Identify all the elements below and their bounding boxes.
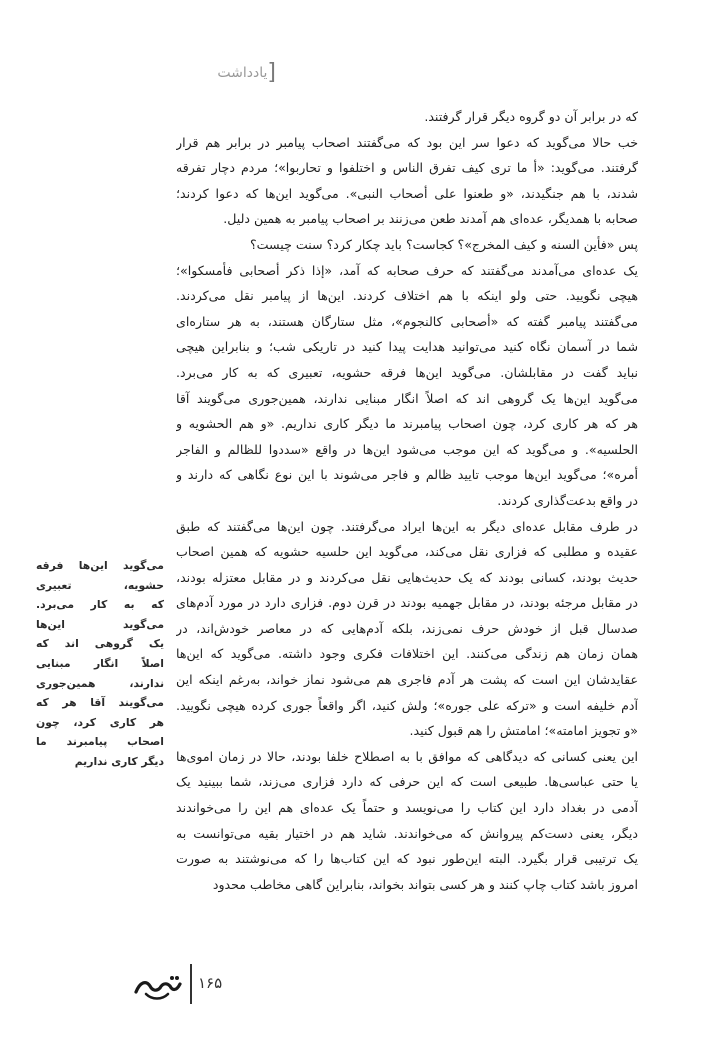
body-line: صحابه با همدیگر، عده‌ای هم آمدند طعن می‌زنند بر اصحاب پیامبر به همین دلیل. <box>223 211 638 227</box>
body-line: گرفتند. می‌گوید: «أ ما تری کیف تفرق الناس و اختلفوا و تحاربوا»؛ مردم دچار تفرقه <box>176 160 638 176</box>
footer-divider <box>190 964 192 1004</box>
pull-quote-line: می‌گوید این‌ها <box>36 617 164 631</box>
body-line: می‌گوید این‌ها یک گروهی اند که اصلاً انگار مبنایی ندارند، همین‌جوری می‌گویند آقا <box>176 390 638 406</box>
page-number: ۱۶۵ <box>198 974 223 992</box>
pull-quote-line: می‌گویند آقا هر که <box>36 696 164 710</box>
pull-quote <box>36 556 164 772</box>
pull-quote-line: یک گروهی اند که <box>36 637 164 651</box>
pull-quote-line: ندارند، همین‌جوری <box>36 676 164 690</box>
body-line: آدمی در بغداد دارد این کتاب را می‌نویسد و حتماً یک عده‌ای هم این را می‌خواندند <box>176 800 638 816</box>
body-line: أمره»؛ می‌گوید این‌ها موجب تایید ظالم و فاجر می‌شوند با این نوع نگاهی که دارند و <box>176 467 638 483</box>
body-line: خب حالا می‌گوید که دعوا سر این بود که می‌گفتند اصحاب پیامبر در برابر هم قرار <box>176 134 638 150</box>
body-line: امروز باشد کتاب چاپ کنند و هر کسی بتواند بخواند، بنابراین گاهی مخاطب محدود <box>212 876 638 892</box>
body-line: در واقع بدعت‌گذاری کردند. <box>497 492 638 508</box>
pull-quote-line: حشویه، تعبیری <box>36 578 164 592</box>
body-line: می‌گفتند پیامبر گفته که «أصحابی کالنجوم»، مثل ستارگان هستند، به هر ستاره‌ای <box>176 313 638 329</box>
body-line: الحلسیه». و می‌گوید که این موجب می‌شود این‌ها در واقع «سددوا للظالم و الفاجر <box>176 441 638 457</box>
body-line: عقیده و مطلبی که فزاری نقل می‌کند، می‌گوید این حلسیه حشویه که همین اصحاب <box>176 544 638 560</box>
hozour-logo-icon <box>132 970 184 1004</box>
body-line: نباید گفت در مقابلشان. می‌گوید این‌ها فرقه حشویه، تعبیری که به کار می‌برد. <box>176 364 638 380</box>
body-line: عقایدشان این است که پشت هر آدم فاجری هم می‌شود نماز خواند، به‌رغم اینکه این <box>176 672 638 688</box>
body-line: دیگر، یعنی دست‌کم پیروانش که می‌خواندند. شاید هم در اختیار بقیه می‌توانست به <box>176 825 638 841</box>
body-line: همان زمان هم زندگی می‌کنند. این اختلافات فکری وجود داشته. می‌گوید که این‌ها <box>176 646 638 662</box>
section-title: یادداشت <box>217 65 268 81</box>
body-line: که در برابر آن دو گروه دیگر قرار گرفتند. <box>424 109 638 124</box>
pull-quote-line: هر کاری کرد، چون <box>36 715 164 729</box>
body-line: در مقابل مرجئه بودند، در مقابل جهمیه بودند در قرن دوم. فزاری دارد در مورد آدم‌های <box>176 595 638 611</box>
body-line: حدیث بودند، کسانی بودند که یک حدیث‌هایی نقل می‌کردند و در مقابل معتزله بودند، <box>176 569 638 585</box>
body-line: یک عده‌ای می‌آمدند می‌گفتند که حرف صحابه که آمد، «إذا ذکر أصحابی فأمسکوا»؛ <box>176 262 638 278</box>
pull-quote-line: اصحاب پیامبرند ما <box>36 735 164 749</box>
body-line: شما در آسمان نگاه کنید می‌توانید هدایت پیدا کنید در تاریکی شب؛ و بنابراین هیچی <box>176 339 638 355</box>
pull-quote-line: که به کار می‌برد. <box>36 598 164 612</box>
section-header <box>178 62 276 84</box>
pull-quote-line: می‌گوید این‌ها فرقه <box>36 559 164 572</box>
pull-quote-line: دیگر کاری نداریم <box>74 754 164 768</box>
body-line: یک ترتیبی قرار بگیرد. البته این‌طور نبود که این کتاب‌ها را که می‌نوشتند به صورت <box>176 851 638 867</box>
body-line: در طرف مقابل عده‌ای دیگر به این‌ها ایراد می‌گرفتند. چون این‌ها می‌گفتند که طبق <box>176 518 638 534</box>
body-line: این یعنی کسانی که دیدگاهی که موافق با به اصطلاح خلفا بودند، حالا در زمان اموی‌ها <box>176 748 638 764</box>
body-line: شدند، با هم جنگیدند، «و طعنوا علی أصحاب النبی». می‌گوید این‌ها که دعوا کردند؛ <box>176 185 638 201</box>
body-line: هیچی نگویید. حتی ولو اینکه با هم اختلاف کردند. این‌ها از پیامبر نقل می‌کردند. <box>176 288 638 304</box>
article-body <box>176 104 638 897</box>
body-line: هر که هر کاری کرد، چون اصحاب پیامبرند ما دیگر کاری نداریم. «و هم الحشویه و <box>176 416 638 432</box>
pull-quote-line: اصلاً انگار مبنایی <box>36 656 164 670</box>
body-line: صدسال قبل از خودش حرف نمی‌زند، بلکه آدم‌هایی که در معاصر خودش‌اند، در <box>176 620 638 636</box>
body-line: آدم خلیفه است و «ترکه علی جوره»؛ ولش کنید، اگر واقعاً جوری کرده هیچی نگویید. <box>176 697 638 713</box>
body-line: پس «فأین السنه و کیف المخرج»؟ کجاست؟ باید چکار کرد؟ سنت چیست؟ <box>249 236 638 252</box>
body-line: یا حتی عباسی‌ها. طبیعی است که این حرفی که دارد فزاری می‌زند، شما ببینید یک <box>176 774 638 790</box>
page-footer <box>124 960 244 1020</box>
header-bracket-icon: [ <box>267 60 276 85</box>
body-line: «و تجویز امامته»؛ امامتش را هم قبول کنید. <box>409 723 638 739</box>
